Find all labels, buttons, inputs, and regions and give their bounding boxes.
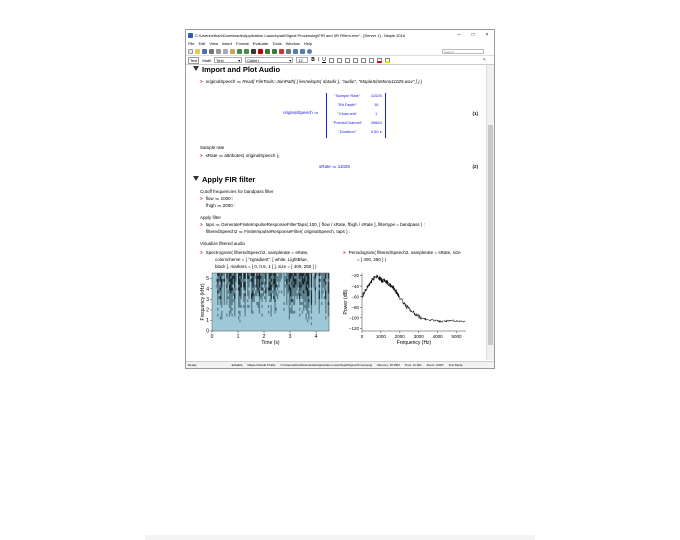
text-mode-button[interactable]: Text [190,57,198,63]
save-icon[interactable] [202,49,207,54]
status-memory: Memory: 46.35M [377,363,400,367]
status-time: Time: 11.90s [404,363,422,367]
attributes-matrix [326,93,386,138]
equation-label-2: (2) [472,164,478,169]
copy-icon[interactable] [223,49,228,54]
math-icon[interactable] [258,49,263,54]
menu-insert[interactable]: Insert [221,41,232,46]
input-taps[interactable] [200,222,425,228]
y-tick-label: −80 [351,304,359,310]
menu-edit[interactable]: Edit [198,41,206,46]
menu-evaluate[interactable]: Evaluate [252,41,269,46]
prompt-icon: > [200,196,203,201]
input-spectrogram-line2[interactable]: colorscheme = [ "zgradient", [ white, LightBlue, [215,257,308,262]
y-tick-label: 2 [206,307,209,314]
input-flow[interactable] [200,196,233,202]
matrix-key: "Bit Depth" [337,102,357,107]
menu-bar [186,40,494,47]
command-text: flow ≔ 1000 : [205,196,234,201]
x-axis-label: Frequency (Hz) [396,340,432,346]
x-tick-label: 0 [360,334,364,339]
main-toolbar [186,47,494,56]
x-tick-label: 3000 [413,334,424,339]
menu-tools[interactable]: Tools [272,41,282,46]
y-tick-label: 3 [206,297,209,304]
x-tick-label: 5000 [451,334,462,339]
print-icon[interactable] [209,49,214,54]
input-filtered[interactable]: filteredSpeech2 ≔ FiniteImpulseResponseFilter( originalSpeech, taps ) : [206,229,351,234]
chevron-down-icon: ▾ [289,58,292,63]
x-tick-label: 4 [314,334,318,340]
status-profile: Maple Default Profile [247,363,276,367]
text-sample-rate: Sample rate [200,145,225,150]
x-tick-label: 0 [210,334,214,340]
input-periodogram[interactable] [343,250,461,255]
periodogram-plot[interactable] [344,271,469,349]
y-axis-label: Power (dB) [343,289,349,315]
status-ready: Ready [188,363,197,367]
scrollbar-thumb[interactable] [488,125,493,345]
matrix-key: "Channels" [337,111,358,116]
spectrogram-plot[interactable] [200,271,340,349]
page-footer-strip [145,535,535,540]
menu-help[interactable]: Help [303,41,313,46]
font-size-value: 12 [298,58,303,63]
open-icon[interactable] [195,49,200,54]
underline-button[interactable]: U [322,57,326,63]
cut-icon[interactable] [216,49,221,54]
command-text: taps ≔ GenerateFiniteImpulseResponseFilterTaps( 100, [ flow / sRate, fhigh / sRate ], filtertype = bandpass ) : [205,222,425,227]
matrix-value: 11025 [370,93,382,98]
menu-view[interactable]: View [209,41,218,46]
prompt-icon: > [200,153,203,158]
y-tick-label: −100 [348,315,359,321]
maple-app-icon [188,33,193,38]
status-zoom: Zoom: 100% [426,363,444,367]
align-right-icon[interactable] [345,58,350,63]
zoom-in-icon[interactable] [293,49,298,54]
x-tick-label: 2 [262,334,266,340]
input-fhigh[interactable]: fhigh ≔ 2000 : [206,203,236,208]
command-text: sRate ≔ attributes( originalSpeech )₁ [205,153,280,158]
close-button[interactable]: × [485,32,489,38]
section-title: Import and Plot Audio [202,65,281,74]
output-srate: sRate ≔ 11025 [319,164,350,169]
y-tick-label: −60 [351,294,359,300]
y-tick-label: 5 [206,275,209,282]
y-tick-label: −40 [351,283,359,289]
output-label: originalSpeech ≔ [283,110,319,115]
y-axis-label: Frequency (kHz) [200,283,206,321]
y-tick-label: −120 [348,325,359,331]
redo-icon[interactable] [244,49,249,54]
y-tick-label: −20 [351,273,359,279]
text-cutoff: Cutoff frequencies for bandpass filter [200,189,274,194]
x-tick-label: 2000 [394,334,405,339]
text-icon[interactable] [251,49,256,54]
command-text: Periodogram( filteredSpeech2, samplerate = sRate, size [348,250,461,255]
matrix-value: 49664 [370,120,382,125]
matrix-value: 16 [374,102,379,107]
help-icon[interactable] [307,49,312,54]
x-axis-label: Time (s) [261,340,280,346]
command-text: Spectrogram( filteredSpeech2, samplerate = sRate, [205,250,309,255]
input-periodogram-line2[interactable]: = [ 400, 250 ] ) [357,257,387,262]
align-left-icon[interactable] [329,58,334,63]
maple-window [185,29,495,369]
text-visualize: Visualize filtered audio [200,241,245,246]
command-text: originalSpeech ≔ Read( FileTools:-JoinPath( [ kernelopts( datadir ), "audio", "MapleSimMono11025.wav" ] ) ) [205,79,423,84]
matrix-value: 4.50 s [370,129,382,134]
section-import-header[interactable] [193,65,280,74]
matrix-row [327,102,385,111]
status-bar [186,361,494,368]
section-title: Apply FIR filter [202,175,256,184]
x-tick-label: 3 [288,334,292,340]
execute-icon[interactable] [265,49,270,54]
stop-icon[interactable] [279,49,284,54]
chevron-down-icon: ▾ [238,58,241,63]
font-select[interactable] [245,57,293,63]
restart-icon[interactable] [286,49,291,54]
input-srate[interactable] [200,153,280,159]
format-bar [186,56,494,65]
prompt-icon: > [200,250,203,255]
paste-icon[interactable] [230,49,235,54]
worksheet[interactable] [186,65,488,360]
matrix-key: "Sample Rate" [334,93,361,98]
status-path: C:\Users\ethan\Downloads\Application Launchpad\Signal Processing [280,363,373,367]
style-value: Text [216,58,224,63]
matrix-row [327,111,385,120]
align-center-icon[interactable] [337,58,342,63]
undo-icon[interactable] [237,49,242,54]
status-mode: Text Mode [448,363,463,367]
font-size-select[interactable] [296,57,308,63]
justify-icon[interactable] [353,58,358,63]
x-tick-label: 4000 [432,334,443,339]
numbered-list-icon[interactable] [369,58,374,63]
search-input[interactable]: Search [442,49,484,54]
collapse-triangle-icon[interactable] [193,66,199,71]
prompt-icon: > [200,79,203,84]
prompt-icon: > [343,250,346,255]
y-tick-label: 1 [206,318,209,325]
y-tick-label: 0 [206,328,209,335]
prompt-icon: > [200,222,203,227]
input-spectrogram-line3[interactable]: black ], markers = [ 0, 0.5, 1 ] ], size = [ 400, 250 ] ) [215,264,317,269]
vertical-scrollbar[interactable] [486,65,494,360]
y-tick-label: 4 [206,286,209,293]
matrix-row [327,129,385,138]
minimize-button[interactable]: – [457,32,461,38]
menu-window[interactable]: Window [285,41,300,46]
matrix-key: "Points/Channel" [332,120,363,125]
matrix-row [327,93,385,102]
matrix-key: "Duration" [338,129,357,134]
input-spectrogram[interactable] [200,250,308,255]
bullet-list-icon[interactable] [361,58,366,63]
collapse-panel-icon[interactable]: « [482,57,486,63]
periodogram-series-line [362,275,465,323]
window-title: C:\Users\ethan\Downloads\Application Launchpad\Signal Processing\FIR and IIR Filters.mw* - [Server 1] - Maple 2016 [195,32,406,38]
x-tick-label: 1000 [375,334,386,339]
new-icon[interactable] [188,49,193,54]
status-editable: Editable [231,363,243,367]
matrix-value: 1 [375,111,378,116]
section-fir-header[interactable] [193,175,255,184]
math-mode-button[interactable]: Math [202,57,212,63]
bold-button[interactable]: B [311,57,315,63]
x-tick-label: 1 [236,334,240,340]
input-read-audio[interactable] [200,79,422,85]
italic-button[interactable]: I [317,57,320,63]
font-value: Calibri [247,58,259,63]
menu-format[interactable]: Format [235,41,249,46]
collapse-triangle-icon[interactable] [193,176,199,181]
text-apply-filter: Apply filter [200,215,222,220]
equation-label-1: (1) [472,111,478,116]
maximize-button[interactable]: □ [471,32,475,38]
text-color-icon[interactable] [377,58,382,63]
execute-all-icon[interactable] [272,49,277,54]
menu-file[interactable]: File [188,41,195,46]
zoom-out-icon[interactable] [300,49,305,54]
highlight-color-icon[interactable] [385,58,390,63]
title-bar [186,30,494,40]
style-select[interactable] [214,57,242,63]
matrix-row [327,120,385,129]
